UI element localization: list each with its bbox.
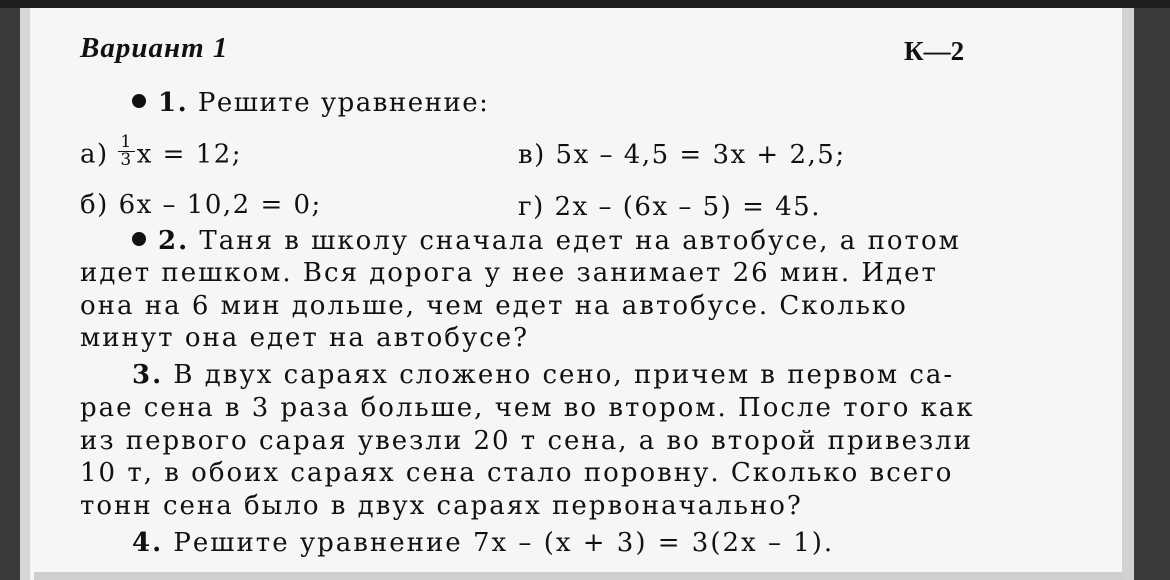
task2-line2: идет пешком. Вся дорога у нее занимает 26 мин. Идет: [80, 258, 938, 288]
page-bottom-edge: [34, 572, 1124, 580]
task4-line: [132, 528, 834, 558]
task2-line1: [132, 226, 961, 256]
task3-line5: тонн сена было в двух сараях первоначально?: [80, 491, 803, 521]
task3-line4: 10 т, в обоих сараях сена стало поровну. Сколько всего: [80, 458, 954, 488]
task2-line4: минут она едет на автобусе?: [80, 323, 530, 353]
task3-line3: из первого сарая увезли 20 т сена, а во второй привезли: [80, 426, 973, 456]
task2-number: 2.: [158, 226, 190, 256]
task3-number: 3.: [132, 360, 164, 390]
task1-item-a: [80, 132, 243, 173]
bullet-icon: [132, 94, 146, 108]
task2-text-line1: Таня в школу сначала едет на автобусе, а потом: [199, 226, 961, 256]
task1-item-g: [518, 192, 821, 222]
item-a-equation: x = 12;: [136, 139, 243, 170]
task4-text: Решите уравнение: [173, 528, 463, 558]
task4-number: 4.: [132, 528, 164, 558]
fraction-numerator: 1: [120, 132, 133, 152]
task1-item-v: [518, 140, 846, 170]
task3-text-line1: В двух сараях сложено сено, причем в первом са-: [173, 360, 955, 390]
bullet-icon: [132, 232, 146, 246]
task3-line2: рае сена в 3 раза больше, чем во втором. После того как: [80, 393, 975, 423]
item-a-label: а): [80, 139, 109, 170]
task1-number: 1.: [158, 88, 189, 118]
task1-item-b: [80, 190, 322, 220]
task1-title: Решите уравнение:: [197, 88, 490, 118]
task2-line3: она на 6 мин дольше, чем едет на автобусе. Сколько: [80, 291, 908, 321]
variant-title: Вариант 1: [80, 32, 229, 64]
item-b-equation: 6x – 10,2 = 0;: [118, 190, 322, 220]
item-v-label: в): [518, 140, 546, 170]
fraction-denominator: 3: [120, 150, 133, 170]
item-b-label: б): [80, 190, 109, 220]
task1-heading: [132, 88, 489, 118]
item-g-equation: 2x – (6x – 5) = 45.: [554, 192, 821, 222]
fraction: [118, 134, 134, 169]
test-code: К—2: [904, 36, 965, 66]
item-g-label: г): [518, 192, 545, 222]
task3-line1: [132, 360, 954, 390]
item-v-equation: 5x – 4,5 = 3x + 2,5;: [555, 140, 846, 170]
task4-equation: 7x – (x + 3) = 3(2x – 1).: [472, 528, 835, 558]
top-bar: [0, 0, 1170, 8]
